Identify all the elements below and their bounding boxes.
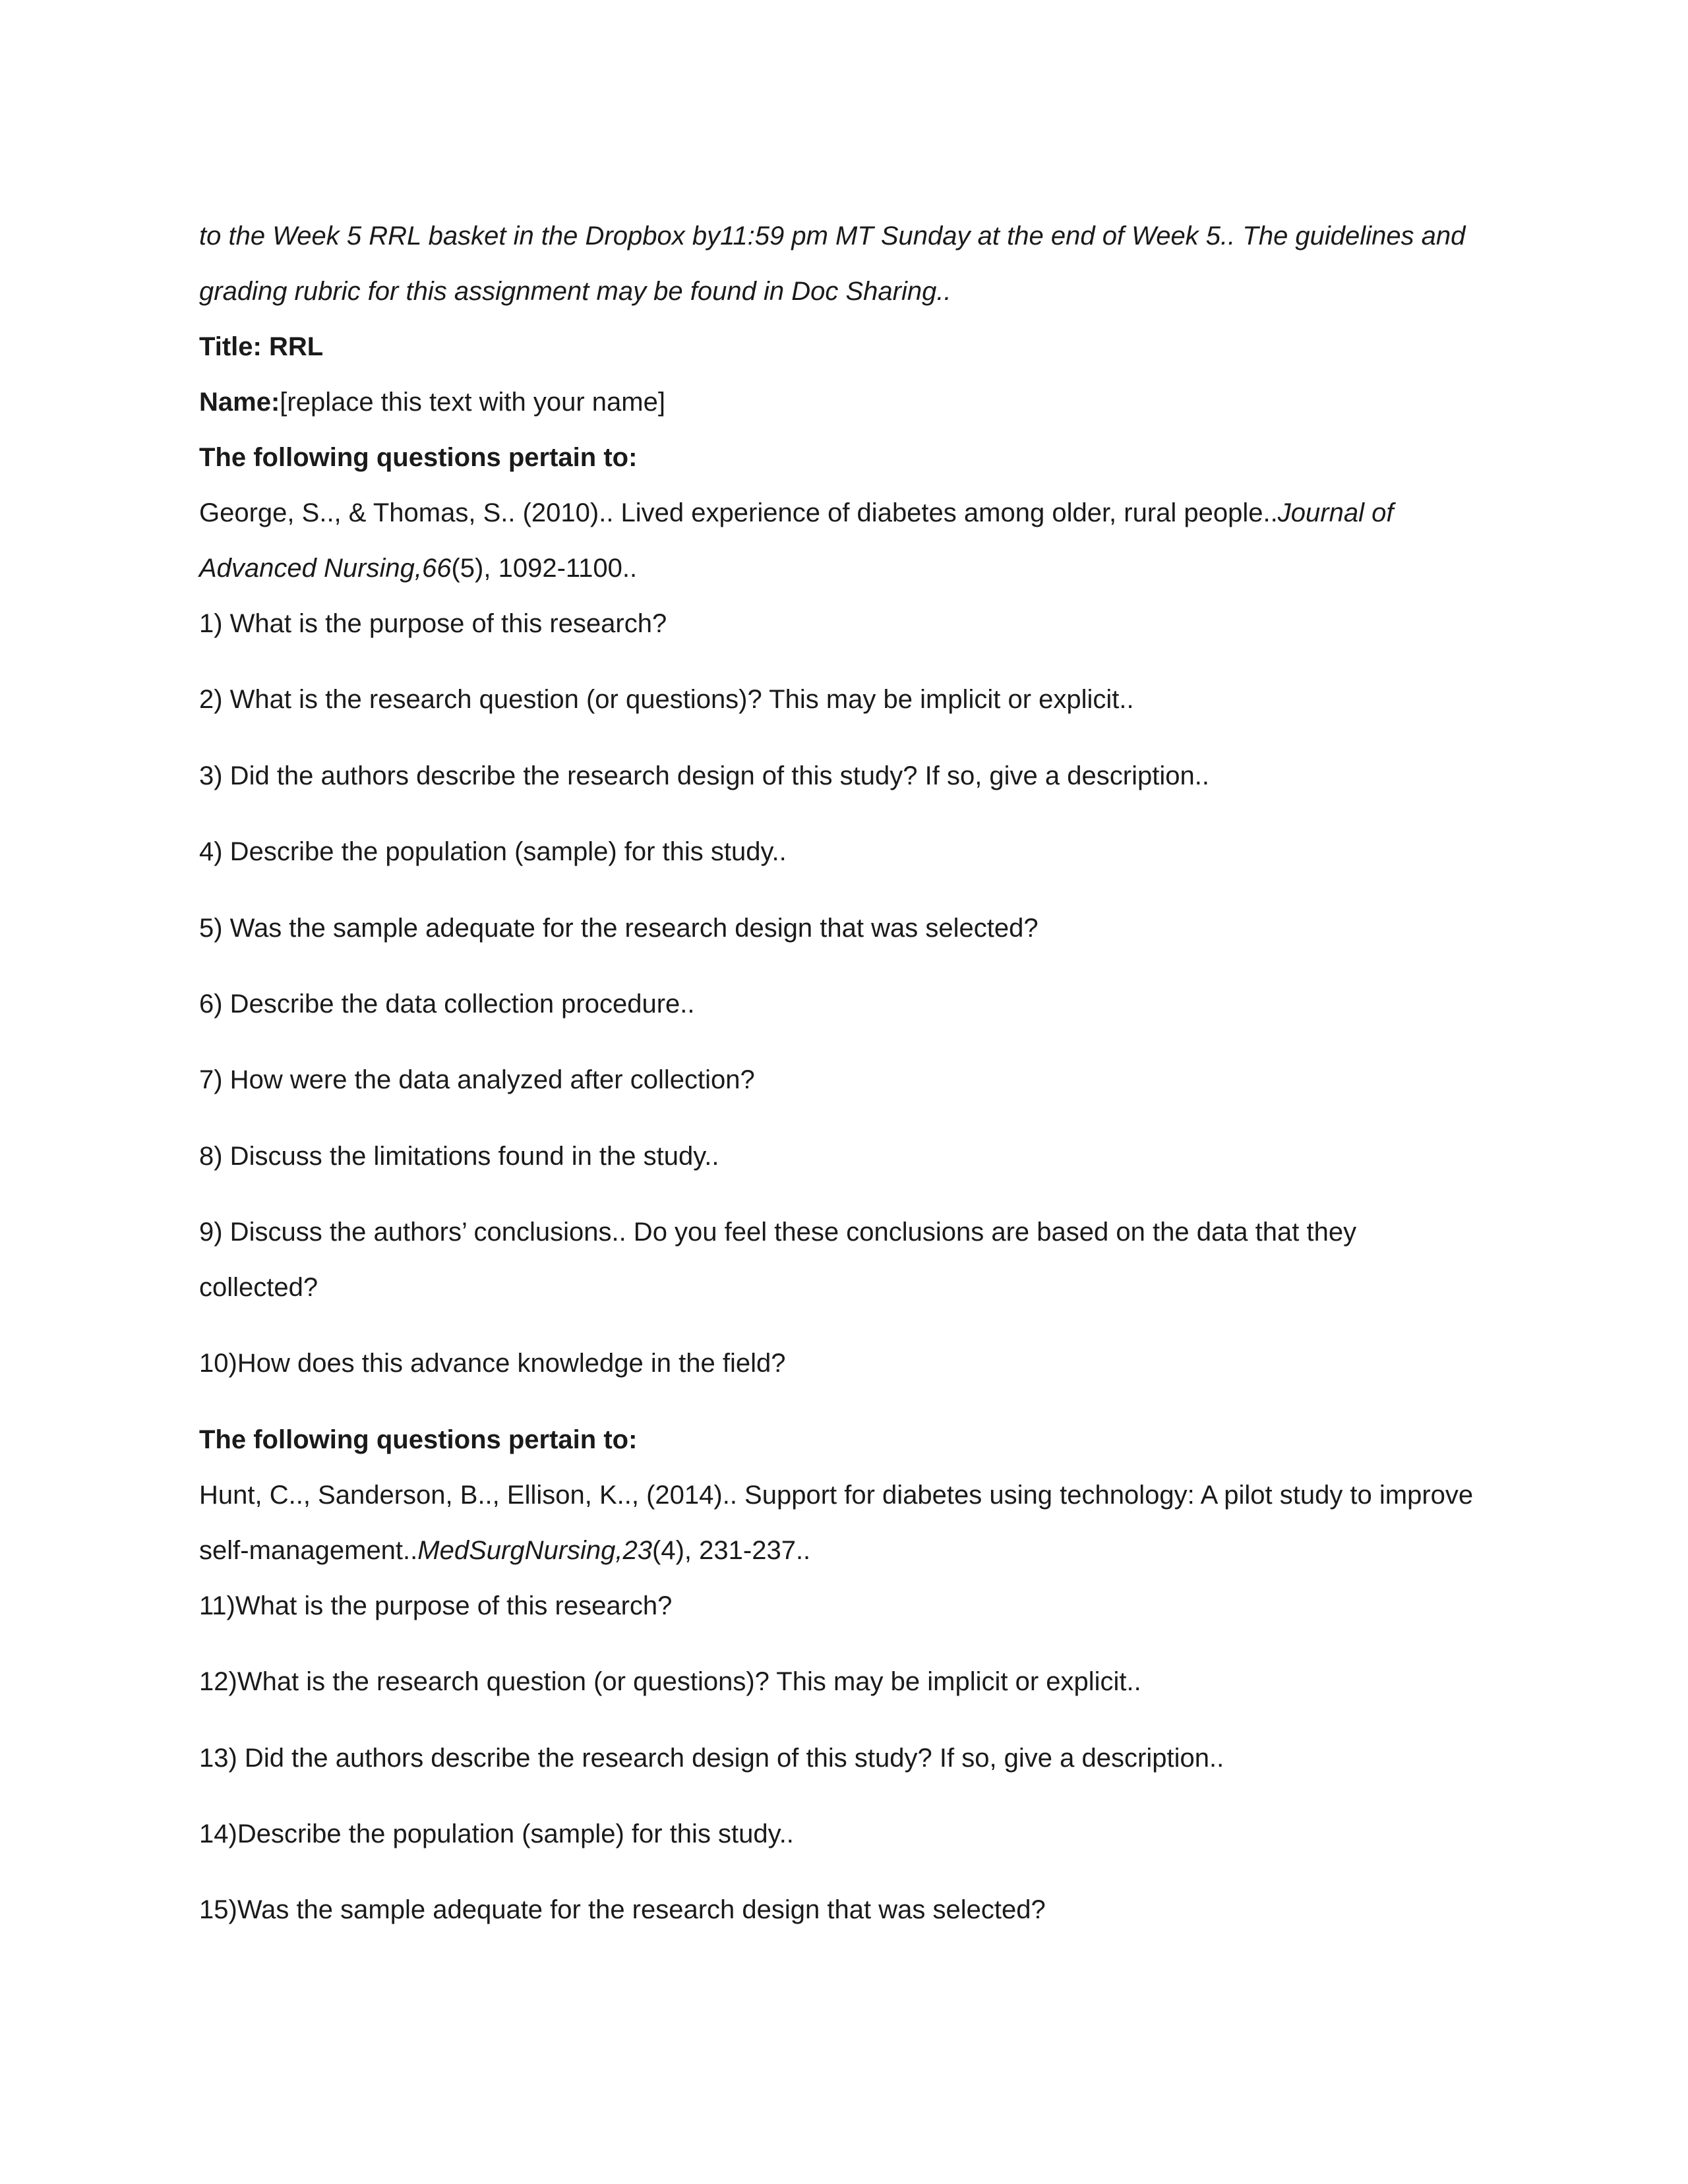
question-5: 5) Was the sample adequate for the research design that was selected?	[199, 914, 1039, 943]
citation2-volume: 23	[622, 1536, 653, 1565]
section2-citation-line-1: Hunt, C.., Sanderson, B.., Ellison, K.., (2014).. Support for diabetes using technology: A pilot study to improve	[199, 1481, 1474, 1510]
question-7: 7) How were the data analyzed after collection?	[199, 1065, 755, 1094]
question-6: 6) Describe the data collection procedure..	[199, 989, 695, 1018]
section2-heading: The following questions pertain to:	[199, 1425, 638, 1454]
question-14: 14)Describe the population (sample) for this study..	[199, 1819, 794, 1848]
question-3: 3) Did the authors describe the research design of this study? If so, give a description..	[199, 761, 1209, 790]
section2-citation-line-2	[199, 1533, 1518, 1568]
intro-line-1: to the Week 5 RRL basket in the Dropbox by11:59 pm MT Sunday at the end of Week 5.. The guidelines and	[199, 221, 1466, 251]
citation2-journal: MedSurgNursing,	[417, 1536, 623, 1565]
question-10: 10)How does this advance knowledge in the field?	[199, 1349, 786, 1378]
citation1-journal-cont: Advanced Nursing,	[199, 554, 422, 583]
citation2-issue-pages: (4), 231-237..	[652, 1536, 811, 1565]
question-11: 11)What is the purpose of this research?	[199, 1591, 673, 1620]
question-1: 1) What is the purpose of this research?	[199, 609, 667, 638]
question-13: 13) Did the authors describe the research design of this study? If so, give a description..	[199, 1744, 1224, 1773]
question-8: 8) Discuss the limitations found in the study..	[199, 1142, 719, 1171]
citation1-journal: Journal of	[1277, 498, 1394, 527]
section1-citation-line-1	[199, 496, 1518, 530]
question-4: 4) Describe the population (sample) for this study..	[199, 837, 787, 866]
section1-citation-line-2	[199, 551, 1518, 585]
section1-heading: The following questions pertain to:	[199, 443, 638, 472]
question-15: 15)Was the sample adequate for the research design that was selected?	[199, 1895, 1046, 1924]
name-label: Name:	[199, 388, 280, 417]
citation1-authors: George, S.., & Thomas, S.. (2010).. Lived experience of diabetes among older, rural people..	[199, 498, 1278, 527]
intro-line-2: grading rubric for this assignment may be found in Doc Sharing..	[199, 277, 951, 306]
name-value: [replace this text with your name]	[280, 388, 665, 417]
citation1-issue-pages: (5), 1092-1100..	[451, 554, 638, 583]
question-9-cont: collected?	[199, 1273, 318, 1302]
citation2-title-end: self-management..	[199, 1536, 418, 1565]
document-title: Title: RRL	[199, 332, 324, 361]
question-2: 2) What is the research question (or questions)? This may be implicit or explicit..	[199, 685, 1134, 714]
name-line	[199, 385, 1518, 419]
question-9: 9) Discuss the authors’ conclusions.. Do you feel these conclusions are based on the data that they	[199, 1218, 1357, 1247]
citation1-volume: 66	[421, 554, 452, 583]
question-12: 12)What is the research question (or questions)? This may be implicit or explicit..	[199, 1667, 1141, 1696]
